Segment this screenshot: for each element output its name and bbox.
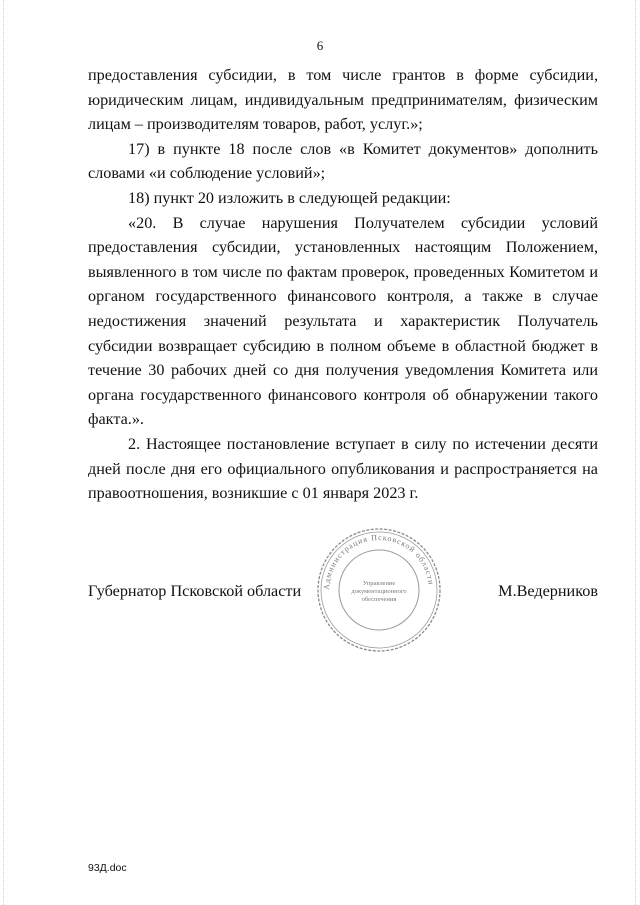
stamp-ring-text: Администрация Псковской области — [321, 532, 436, 591]
scan-edge-left — [3, 0, 5, 905]
page-number: 6 — [316, 38, 324, 53]
scan-edge-right — [635, 0, 637, 905]
signer-title: Губернатор Псковской области — [88, 582, 302, 600]
paragraph-item-17: 17) в пункте 18 после слов «в Комитет документов» дополнить словами «и соблюдение условий»; — [88, 139, 598, 183]
signer-name: М.Ведерников — [498, 582, 598, 600]
svg-text:обеспечения: обеспечения — [361, 596, 397, 603]
paragraph-item-18: 18) пункт 20 изложить в следующей редакции: — [128, 188, 451, 207]
paragraph-continuation: предоставления субсидии, в том числе грантов в форме субсидии, юридическим лицам, индивидуальным предпринимателям, физическим лицам – производителям товаров, работ, услуг.»; — [88, 66, 598, 134]
footer-filename: 93Д.doc — [88, 862, 127, 874]
paragraph-effective-date: 2. Настоящее постановление вступает в силу по истечении десяти дней после дня его официального опубликования и распространяется на правоотношения, возникшие с 01 января 2023 г. — [88, 434, 598, 503]
document-body — [88, 63, 598, 506]
paragraph-clause-20: «20. В случае нарушения Получателем субсидии условий предоставления субсидии, установленных настоящим Положением, выявленного в том числе по фактам проверок, проведенных Комитетом и органом государственного финансового контроля, а также в случае недостижения значений результата и характеристик Получатель субсидии возвращает субсидию в полном объеме в областной бюджет в течение 30 рабочих дней со дня получения уведомления Комитета или органа государственного финансового контроля об обнаружении такого факта.». — [88, 213, 598, 429]
svg-text:документационного: документационного — [351, 588, 407, 595]
official-stamp — [316, 527, 442, 653]
svg-text:Управление: Управление — [362, 580, 396, 587]
